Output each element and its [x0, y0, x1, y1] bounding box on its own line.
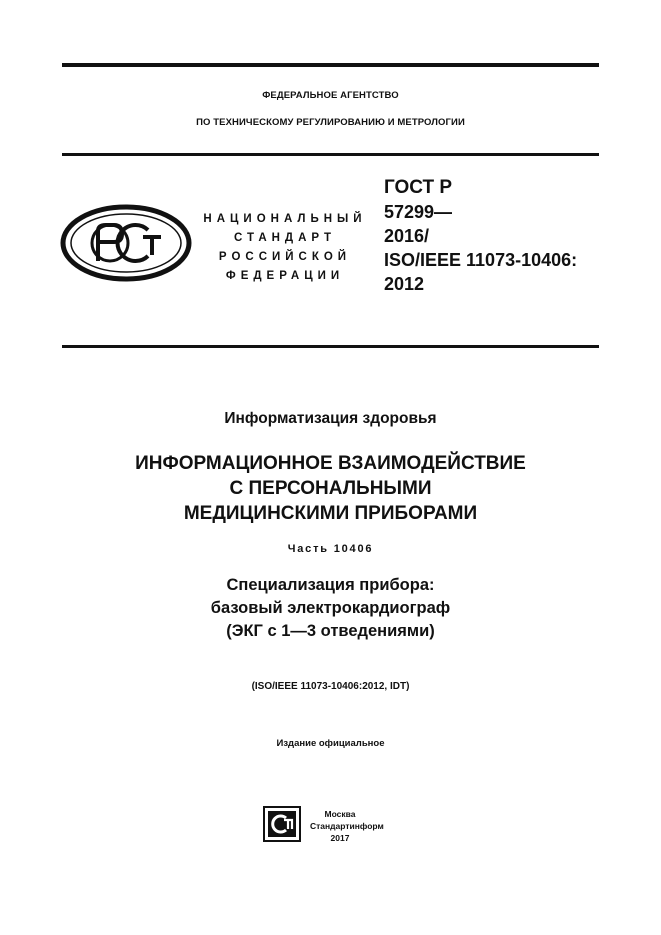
standard-number-line-5: 2012: [384, 274, 425, 294]
subtitle-line-2: базовый электрокардиограф: [210, 599, 451, 617]
main-title-line-1: ИНФОРМАЦИОННОЕ ВЗАИМОДЕЙСТВИЕ: [135, 453, 526, 474]
agency-line-1: ФЕДЕРАЛЬНОЕ АГЕНТСТВО: [262, 90, 399, 101]
rst-certification-mark-icon: [60, 204, 192, 287]
agency-rule: [62, 153, 599, 156]
agency-line-2: ПО ТЕХНИЧЕСКОМУ РЕГУЛИРОВАНИЮ И МЕТРОЛОГИИ: [196, 117, 465, 128]
standard-number: [384, 176, 577, 296]
standard-number-line-1: ГОСТ Р: [384, 177, 453, 198]
standard-label-line-2: СТАНДАРТ: [234, 232, 336, 244]
top-rule: [62, 63, 599, 67]
publisher-name: Стандартинформ: [310, 821, 384, 831]
subject-title: Информатизация здоровья: [224, 410, 437, 427]
standard-number-line-2: 57299—: [384, 202, 453, 222]
subtitle-line-3: (ЭКГ с 1—3 отведениями): [226, 622, 435, 640]
publisher-block: [310, 808, 384, 844]
standard-label-line-4: ФЕДЕРАЦИИ: [225, 270, 345, 282]
standard-label-line-3: РОССИЙСКОЙ: [218, 251, 352, 263]
header-bottom-rule: [62, 345, 599, 348]
subtitle-line-1: Специализация прибора:: [226, 576, 435, 594]
publisher-year: 2017: [330, 833, 350, 843]
standard-number-line-4: ISO/IEEE 11073-10406:: [384, 250, 578, 270]
main-title-line-2: С ПЕРСОНАЛЬНЫМИ: [229, 478, 432, 499]
part-label: Часть 10406: [287, 543, 374, 555]
standard-number-line-3: 2016/: [384, 226, 430, 246]
publisher-city: Москва: [324, 809, 356, 819]
iso-reference: (ISO/IEEE 11073-10406:2012, IDT): [251, 681, 410, 692]
standartinform-logo-icon: [263, 806, 301, 847]
edition-label: Издание официальное: [276, 738, 385, 749]
main-title-line-3: МЕДИЦИНСКИМИ ПРИБОРАМИ: [183, 503, 478, 524]
standard-label-line-1: НАЦИОНАЛЬНЫЙ: [203, 213, 367, 225]
